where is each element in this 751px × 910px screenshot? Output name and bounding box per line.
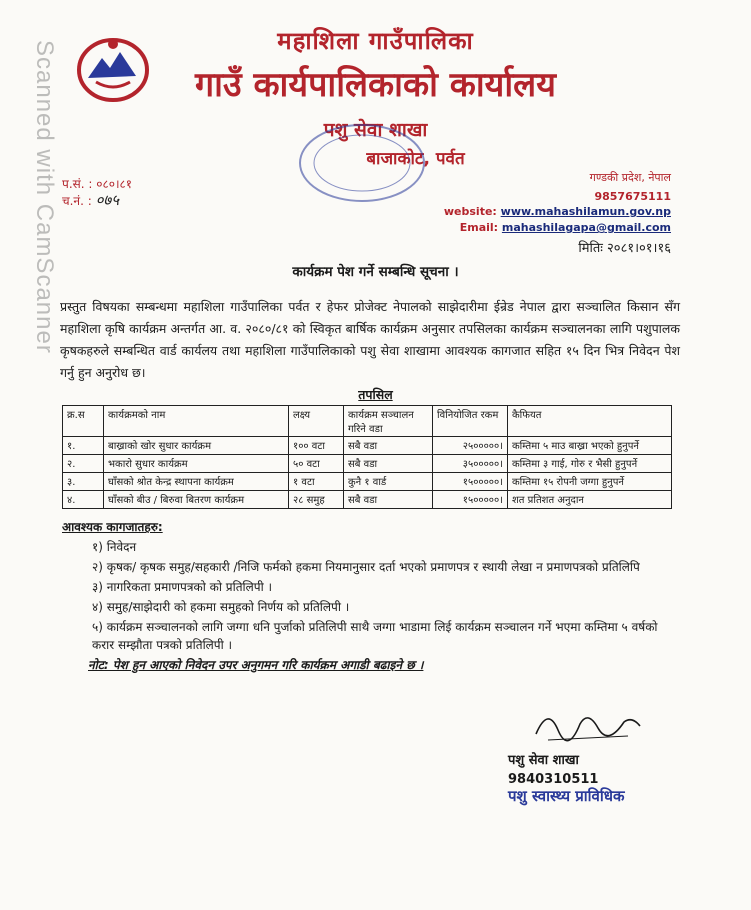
col-program-name: कार्यक्रमको नाम	[104, 406, 289, 437]
signatory-section: पशु सेवा शाखा	[508, 753, 579, 768]
cell-program: घाँसको बीउ / बिरुवा बितरण कार्यक्रम	[104, 491, 289, 509]
phone-number: 9857675111	[594, 190, 671, 203]
table-row	[63, 455, 672, 473]
cell-serial: ३.	[63, 473, 104, 491]
chalani-number	[62, 190, 119, 210]
office-name: गाउँ कार्यपालिकाको कार्यालय	[195, 65, 556, 105]
requirements-title: आवश्यक कागजातहरु:	[62, 520, 163, 534]
cell-program: बाख्राको खोर सुधार कार्यक्रम	[104, 437, 289, 455]
requirement-item: २) कृषक/ कृषक समुह/सहकारी /निजि फर्मको हकमा नियमानुसार दर्ता भएको प्रमाणपत्र र स्थायी लेखा न प्रमाणपत्रको प्रतिलिपि	[92, 560, 640, 574]
province: गण्डकी प्रदेश, नेपाल	[589, 171, 671, 184]
cell-remarks: कम्तिमा ३ गाई, गोरु र भैसी हुनुपर्ने	[508, 455, 672, 473]
signature-icon	[528, 700, 648, 750]
letter-date: मितिः २०८१।०१।१६	[578, 241, 671, 256]
website-label: website:	[443, 205, 497, 218]
cell-serial: १.	[63, 437, 104, 455]
signatory-stamp: पशु स्वास्थ्य प्राविधिक	[508, 787, 625, 805]
requirement-item: १) निवेदन	[92, 540, 137, 554]
table-row	[63, 473, 672, 491]
cell-amount: ३५०००००।	[433, 455, 508, 473]
col-target: लक्ष्य	[289, 406, 344, 437]
cell-ward: सबै वडा	[344, 455, 433, 473]
body-paragraph: प्रस्तुत विषयका सम्बन्धमा महाशिला गाउँपालिका पर्वत र हेफर प्रोजेक्ट नेपालको साझेदारीमा ईन्रेड नेपाल द्वारा सञ्चालित किसान सँग महाशिला कृषि कार्यक्रम अन्तर्गत आ. व. २०८०/८१ को स्विकृत बार्षिक कार्यक्रम अनुसार तपसिलका कार्यक्रम सञ्चालनका लागि पशुपालक कृषकहरुले सम्बन्धित वार्ड कार्यलय तथा महाशिला गाउँपालिकाको पशु सेवा शाखामा आवश्यक कागजात सहित १५ दिन भित्र निवेदन पेश गर्नु हुन अनुरोध छ।	[60, 299, 680, 380]
cell-remarks: कम्तिमा १५ रोपनी जग्गा हुनुपर्ने	[508, 473, 672, 491]
table-header-row	[63, 406, 672, 437]
col-amount: विनियोजित रकम	[433, 406, 508, 437]
cell-ward: सबै वडा	[344, 437, 433, 455]
cell-ward: सबै वडा	[344, 491, 433, 509]
cell-target: २८ समुह	[289, 491, 344, 509]
cell-remarks: शत प्रतिशत अनुदान	[508, 491, 672, 509]
cell-program: भकारो सुधार कार्यक्रम	[104, 455, 289, 473]
scanner-watermark: Scanned with CamScanner	[31, 40, 58, 354]
letter-subject: कार्यक्रम पेश गर्ने सम्बन्धि सूचना ।	[292, 264, 459, 280]
email-link[interactable]: mahashilagapa@gmail.com	[501, 221, 671, 234]
patra-sankhya: प.सं. : ०८०।८१	[62, 177, 132, 191]
municipality-name: महाशिला गाउँपालिका	[277, 27, 474, 55]
website-link[interactable]: www.mahashilamun.gov.np	[500, 205, 671, 218]
col-serial: क्र.स	[63, 406, 104, 437]
table-row	[63, 437, 672, 455]
cell-remarks: कम्तिमा ५ माउ बाख्रा भएको हुनुपर्ने	[508, 437, 672, 455]
section-name: पशु सेवा शाखा	[323, 119, 428, 141]
table-title: तपसिल	[358, 387, 393, 402]
cell-serial: २.	[63, 455, 104, 473]
chalani-value: ०७५	[95, 191, 120, 209]
requirement-item: ३) नागरिकता प्रमाणपत्रको को प्रतिलिपी ।	[92, 580, 273, 594]
program-table	[62, 405, 672, 509]
cell-target: १०० वटा	[289, 437, 344, 455]
office-location: बाजाकोट, पर्वत	[366, 149, 465, 169]
round-stamp-icon	[292, 118, 432, 208]
email-line	[460, 221, 671, 234]
cell-serial: ४.	[63, 491, 104, 509]
email-label: Email:	[459, 221, 499, 234]
cell-amount: १५०००००।	[433, 491, 508, 509]
note-line: नोट: पेश हुन आएको निवेदन उपर अनुगमन गरि कार्यक्रम अगाडी बढाइने छ ।	[88, 658, 424, 672]
cell-amount: २५०००००।	[433, 437, 508, 455]
table-row	[63, 491, 672, 509]
signatory-phone: 9840310511	[508, 772, 599, 787]
requirement-item: ४) समुह/साझेदारी को हकमा समुहको निर्णय को प्रतिलिपी ।	[92, 600, 350, 614]
cell-target: १ वटा	[289, 473, 344, 491]
col-ward: कार्यक्रम सञ्चालन गरिने वडा	[344, 406, 433, 437]
cell-amount: १५०००००।	[433, 473, 508, 491]
requirement-item: ५) कार्यक्रम सञ्चालनको लागि जग्गा धनि पुर्जाको प्रतिलिपी साथै जग्गा भाडामा लिई कार्यक्रम सञ्चालन गर्ने भएमा कम्तिमा ५ वर्षको करार सम्झौता पत्रको प्रतिलिपी ।	[92, 620, 658, 652]
website-line	[444, 205, 671, 218]
cell-ward: कुनै १ वार्ड	[344, 473, 433, 491]
col-remarks: कैफियत	[508, 406, 672, 437]
cell-program: घाँसको श्रोत केन्द्र स्थापना कार्यक्रम	[104, 473, 289, 491]
cell-target: ५० वटा	[289, 455, 344, 473]
chalani-label: च.नं. :	[62, 194, 92, 208]
